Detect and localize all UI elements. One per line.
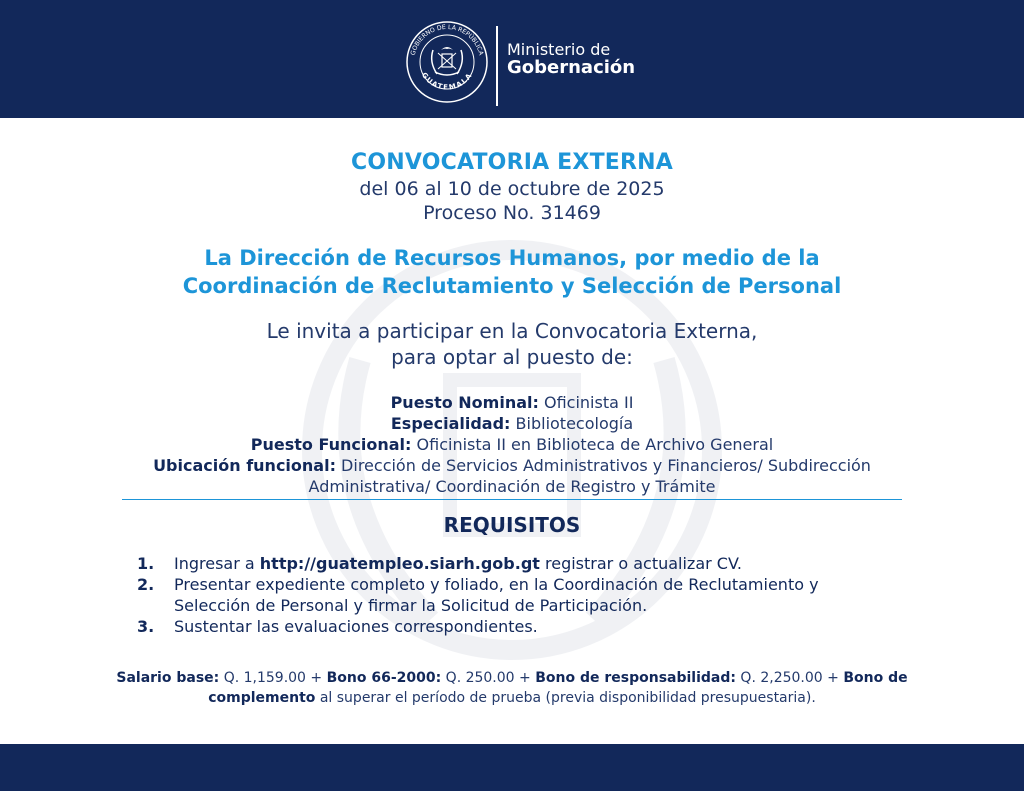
puesto-funcional-value: Oficinista II en Biblioteca de Archivo General [411, 435, 774, 454]
list-item [137, 616, 937, 637]
puesto-nominal-label: Puesto Nominal: [390, 393, 539, 412]
svg-text:GOBIERNO DE LA REPÚBLICA: GOBIERNO DE LA REPÚBLICA [409, 23, 485, 57]
header-divider [496, 26, 498, 106]
bono-comp-label: Bono de complemento [208, 670, 908, 706]
puesto-funcional-label: Puesto Funcional: [250, 435, 412, 454]
guatempleo-link[interactable]: http://guatempleo.siarh.gob.gt [259, 554, 540, 573]
guatemala-seal-icon [405, 20, 489, 104]
direccion-line-1: La Dirección de Recursos Humanos, por medio de la [204, 246, 820, 270]
ministry-logo-text [507, 42, 635, 78]
req-2-line-2: Selección de Personal y firmar la Solicitud de Participación. [174, 596, 648, 615]
especialidad-label: Especialidad: [390, 414, 511, 433]
list-item [137, 553, 937, 574]
especialidad [0, 413, 1024, 434]
invitation-text [0, 318, 1024, 370]
puesto-details [0, 392, 1024, 497]
bono-resp-label: Bono de responsabilidad: [535, 670, 736, 686]
ubicacion-funcional-cont: Administrativa/ Coordinación de Registro y Trámite [308, 477, 716, 496]
list-item-text: Sustentar las evaluaciones correspondientes. [174, 617, 538, 636]
req-1-pre: Ingresar a [174, 554, 260, 573]
requisitos-title: REQUISITOS [443, 513, 581, 537]
ubicacion-label: Ubicación funcional: [153, 456, 336, 475]
list-item-number: 1. [137, 554, 155, 573]
ubicacion-value-1: Dirección de Servicios Administrativos y Financieros/ Subdirección [335, 456, 871, 475]
list-item-text [174, 574, 937, 616]
footer-bar [0, 744, 1024, 791]
list-item [137, 574, 937, 616]
invita-line-2: para optar al puesto de: [391, 345, 633, 369]
list-item-number: 2. [137, 575, 155, 594]
especialidad-value: Bibliotecología [510, 414, 634, 433]
req-2-line-1: Presentar expediente completo y foliado, en la Coordinación de Reclutamiento y [174, 575, 819, 594]
ministry-line-2: Gobernación [507, 56, 636, 78]
requisitos-list [137, 553, 937, 637]
svg-text:GUATEMALA: GUATEMALA [419, 71, 475, 92]
convocatoria-dates: del 06 al 10 de octubre de 2025 [359, 178, 665, 200]
convocatoria-title: CONVOCATORIA EXTERNA [351, 150, 673, 175]
direccion-line-2: Coordinación de Reclutamiento y Selección de Personal [182, 274, 842, 298]
bono-comp-value: al superar el período de prueba (previa disponibilidad presupuestaria). [315, 690, 816, 706]
section-divider [122, 499, 902, 500]
ministry-line-1: Ministerio de [507, 40, 611, 59]
bono-resp-value: Q. 2,250.00 + [735, 670, 844, 686]
bono66-value: Q. 250.00 + [441, 670, 536, 686]
bono66-label: Bono 66-2000: [326, 670, 442, 686]
list-item-number: 3. [137, 617, 155, 636]
salary-info [0, 668, 1024, 708]
puesto-nominal [0, 392, 1024, 413]
direccion-heading [0, 244, 1024, 300]
puesto-nominal-value: Oficinista II [538, 393, 634, 412]
header-bar [0, 0, 1024, 118]
ubicacion-funcional [0, 455, 1024, 476]
proceso-number: Proceso No. 31469 [423, 202, 601, 224]
req-1-post: registrar o actualizar CV. [539, 554, 742, 573]
salario-base-value: Q. 1,159.00 + [219, 670, 327, 686]
salario-base-label: Salario base: [116, 670, 220, 686]
invita-line-1: Le invita a participar en la Convocatoria Externa, [266, 319, 758, 343]
puesto-funcional [0, 434, 1024, 455]
list-item-text [174, 553, 937, 574]
